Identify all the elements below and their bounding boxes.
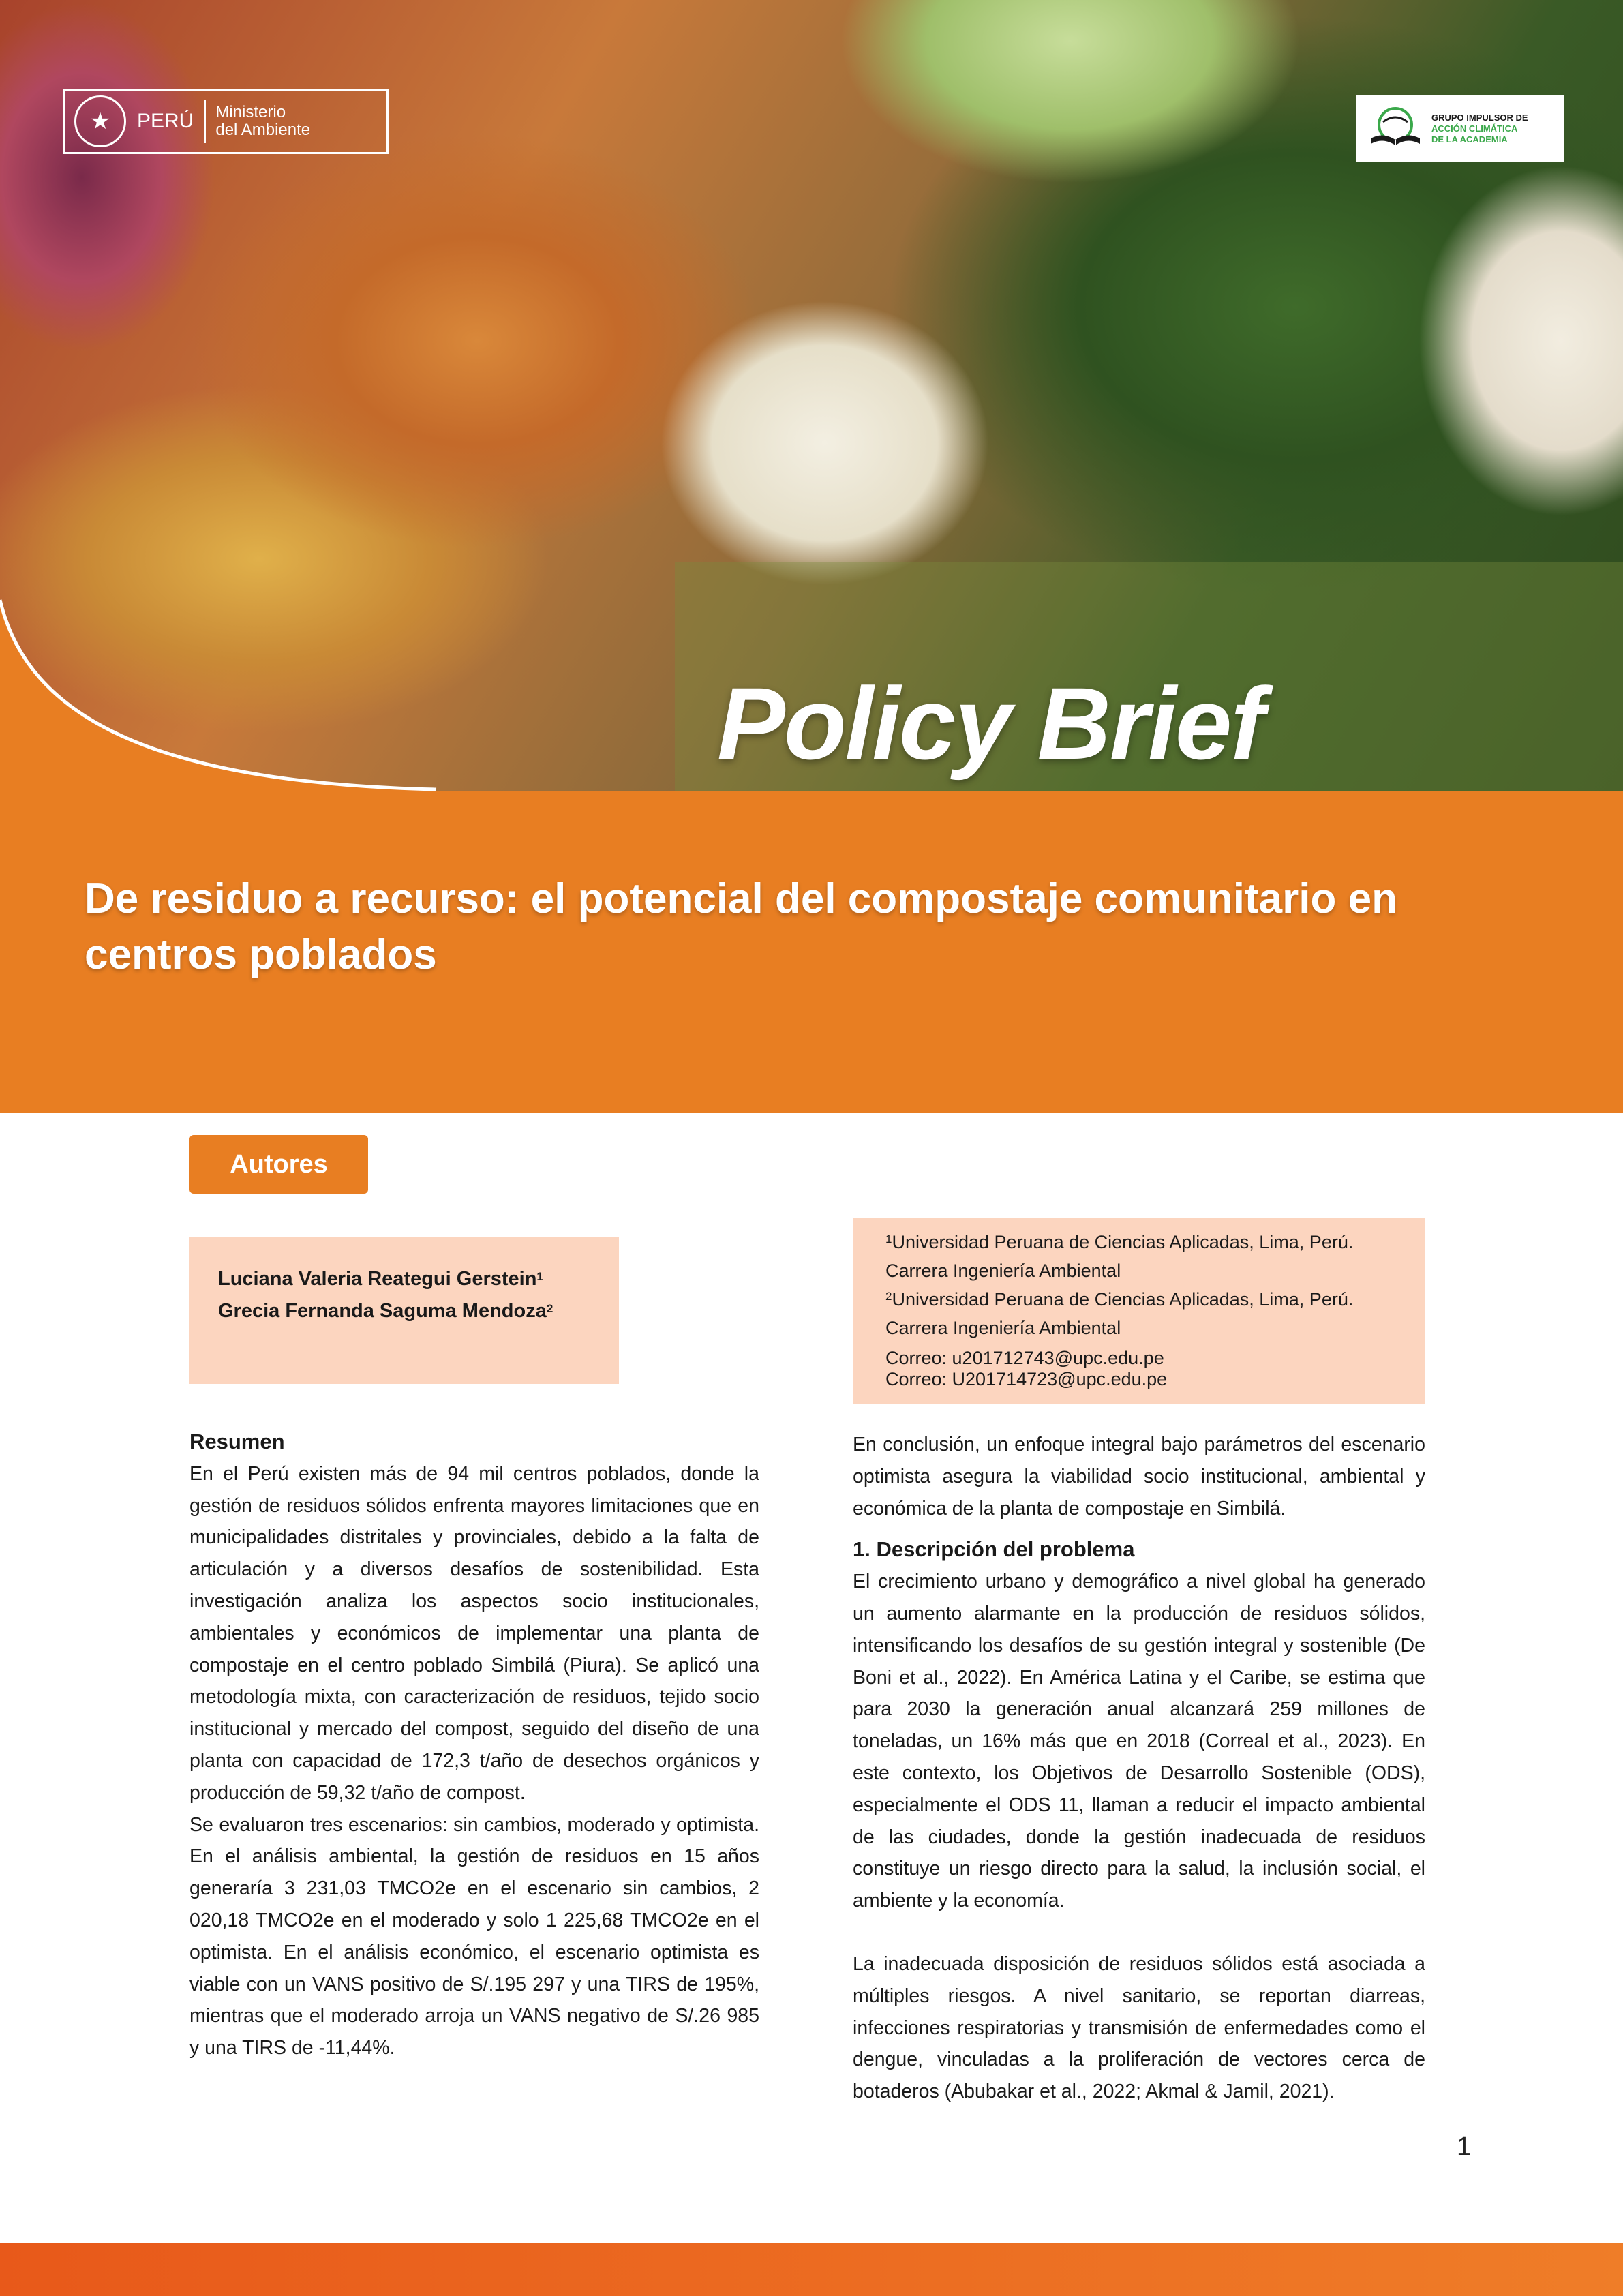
ministry-line2: del Ambiente [215,121,311,139]
authors-label: Autores [189,1135,368,1194]
left-column [189,1426,759,2064]
affiliation-1 [885,1228,1425,1256]
ministry-country: PERÚ [137,100,206,143]
affiliations-box [853,1218,1425,1404]
group-logo-line1: GRUPO IMPULSOR DE [1431,112,1528,123]
author-2 [218,1295,619,1327]
page-number: 1 [1457,2132,1472,2161]
ministry-name [215,104,310,139]
group-logo-line3: DE LA ACADEMIA [1431,134,1508,145]
author-2-name: Grecia Fernanda Saguma Mendoza [218,1300,547,1322]
section-1-paragraph-2: La inadecuada disposición de residuos sólidos está asociada a múltiples riesgos. A nivel sanitario, se reportan diarreas, infecciones respiratorias y transmisión de enfermedades como el dengue, vinculadas a la proliferación de vectores cerca de botaderos (Abubakar et al., 2022; Akmal & Jamil, 2021). [853,1952,1425,2103]
section-1-heading: 1. Descripción del problema [853,1537,1135,1562]
ministry-logo [63,89,389,154]
affiliation-2 [885,1285,1425,1314]
policy-brief-banner: Policy Brief [717,666,1264,781]
email-1[interactable]: Correo: u201712743@upc.edu.pe [885,1348,1164,1368]
section-1-paragraph-1: El crecimiento urbano y demográfico a nivel global ha generado un aumento alarmante en la producción de residuos sólidos, intensificando los desafíos de su gestión integral y sostenible (De Boni et al., 2022). En América Latina y el Caribe, se estima que para 2030 la generación anual alcanzará 259 millones de toneladas, un 16% más que en 2018 (Correal et al., 2023). En este contexto, los Objetivos de Desarrollo Sostenible (ODS), especialmente el ODS 11, llaman a reducir el impacto ambiental de las ciudades, donde la gestión inadecuada de residuos constituye un riesgo directo para la salud, la inclusión social, el ambiente y la economía. [853,1571,1425,1912]
group-logo-line2: ACCIÓN CLIMÁTICA [1431,123,1518,134]
summary-conclusion: En conclusión, un enfoque integral bajo parámetros del escenario optimista asegura la viabilidad socio institucional, ambiental y económica de la planta de compostaje en Simbilá. [853,1434,1425,1520]
affiliation-2-sup: 2 [885,1290,892,1303]
affiliation-2-line2: Carrera Ingeniería Ambiental [885,1318,1121,1338]
affiliation-1-line2: Carrera Ingeniería Ambiental [885,1260,1121,1281]
summary-paragraph-2: Se evaluaron tres escenarios: sin cambios, moderado y optimista. En el análisis ambiental, la gestión de residuos en 15 años generaría 3 231,03 TMCO2e en el escenario sin cambios, 2 020,18 TMCO2e en el moderado y solo 1 225,68 TMCO2e en el optimista. En el análisis económico, el escenario optimista es viable con un VANS positivo de S/.195 297 y una TIRS de 195%, mientras que el moderado arroja un VANS negativo de S/.26 985 y una TIRS de -11,44%. [189,1813,759,2059]
affiliation-2-line1: Universidad Peruana de Ciencias Aplicadas, Lima, Perú. [892,1289,1354,1310]
hero-photo [0,0,1623,791]
email-2[interactable]: Correo: U201714723@upc.edu.pe [885,1369,1168,1389]
authors-box [189,1237,619,1384]
footer-bar [0,2243,1623,2296]
summary-paragraph-1: En el Perú existen más de 94 mil centros poblados, donde la gestión de residuos sólidos enfrenta mayores limitaciones que en municipalidades distritales y provinciales, debido a la falta de articulación y a diversos desafíos de sostenibilidad. Esta investigación analiza los aspectos socio institucionales, ambientales y económicos de implementar una planta de compostaje en el centro poblado Simbilá (Piura). Se aplicó una metodología mixta, con caracterización de residuos, tejido socio institucional y mercado del compost, seguido del diseño de una planta con capacidad de 172,3 t/año de desechos orgánicos y producción de 59,32 t/año de compost. [189,1462,759,1804]
group-logo [1356,95,1564,162]
author-2-sup: 2 [546,1302,553,1315]
peru-seal-icon: ★ [74,95,126,147]
author-1 [218,1263,619,1295]
author-1-sup: 1 [536,1270,543,1283]
author-1-name: Luciana Valeria Reategui Gerstein [218,1268,537,1290]
open-book-globe-icon [1365,102,1426,155]
summary-heading: Resumen [189,1430,285,1453]
ministry-line1: Ministerio [215,103,286,121]
affiliation-1-line1: Universidad Peruana de Ciencias Aplicadas, Lima, Perú. [892,1232,1354,1252]
right-column [853,1429,1425,2108]
group-logo-text [1431,112,1528,145]
affiliation-1-sup: 1 [885,1233,892,1245]
document-title: De residuo a recurso: el potencial del compostaje comunitario en centros poblados [85,875,1397,978]
